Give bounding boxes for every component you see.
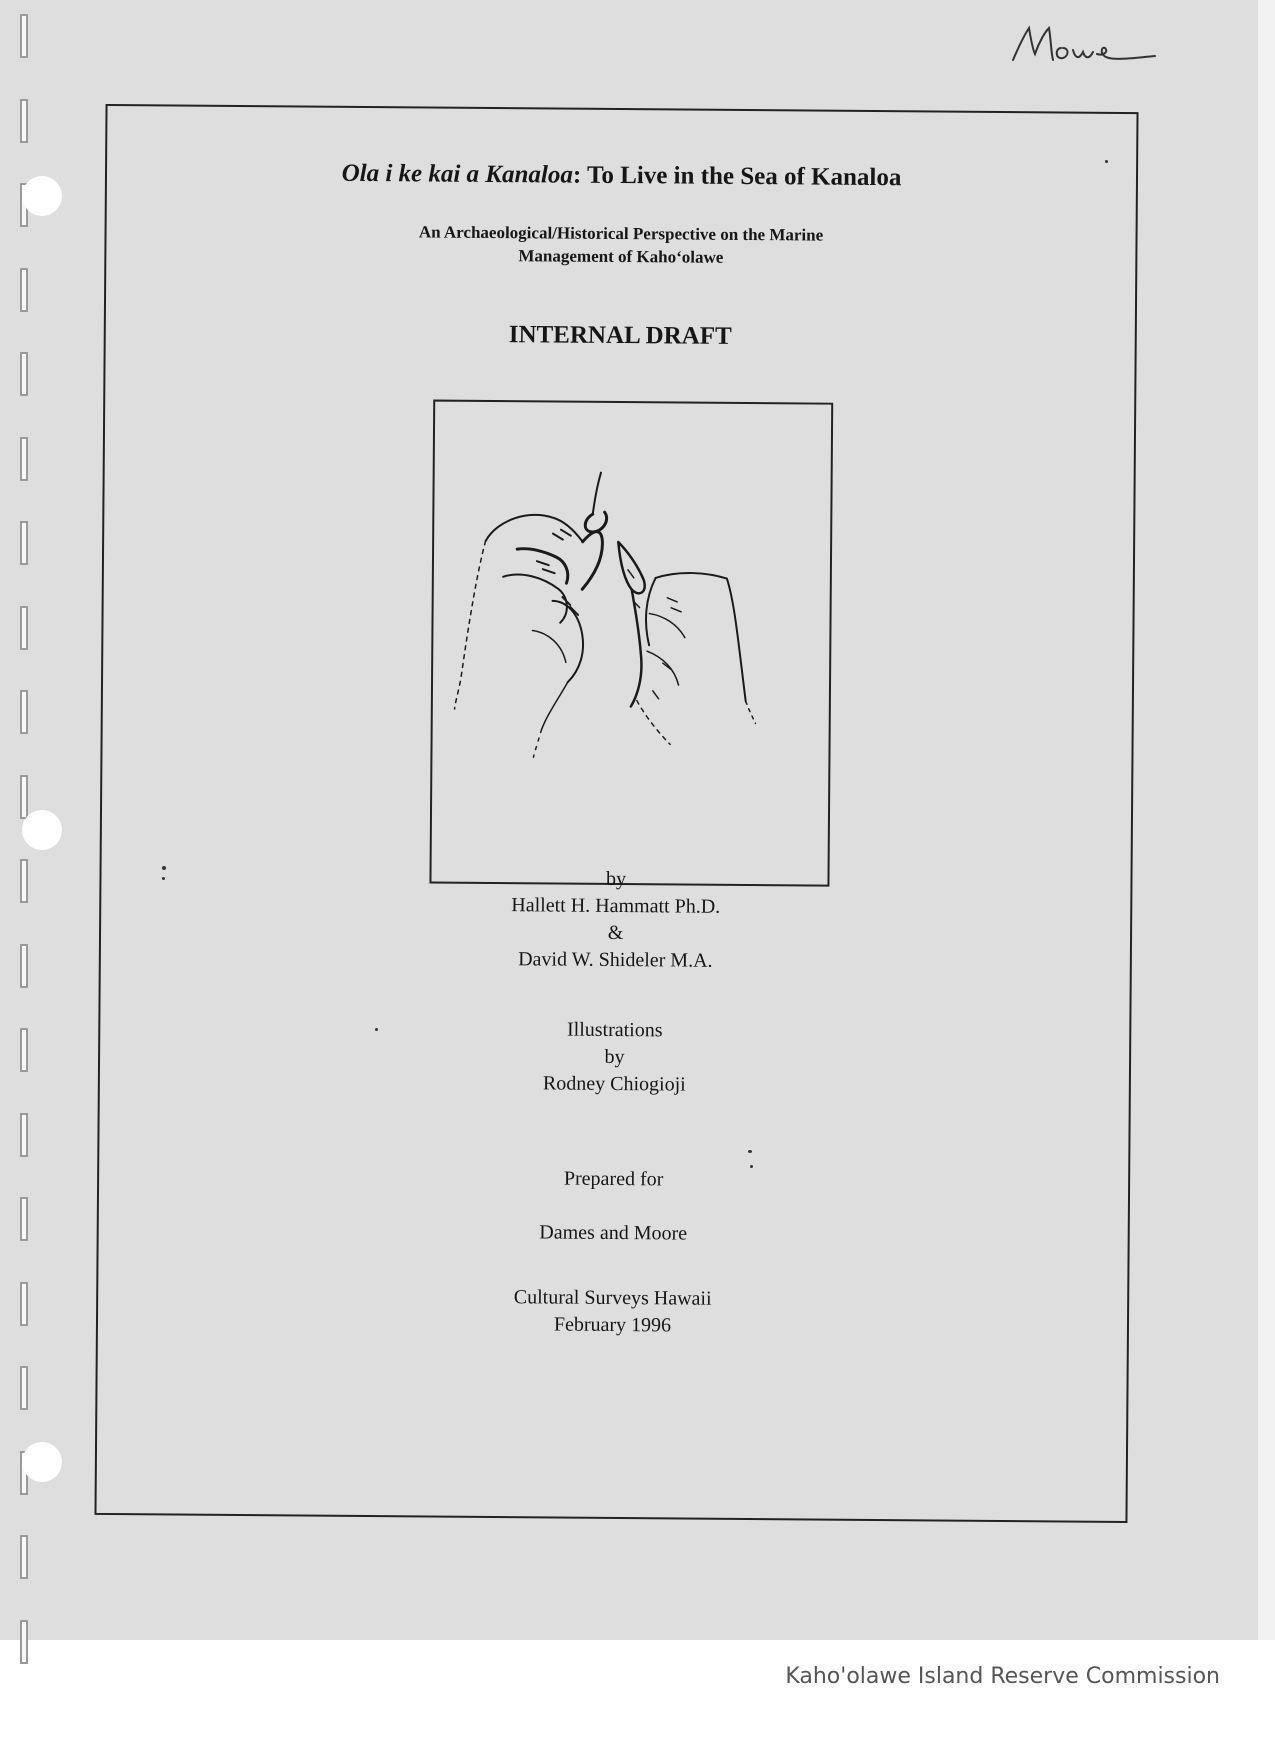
binder-slot [20, 1113, 28, 1157]
binder-slot [20, 1028, 28, 1072]
binder-slot [20, 1197, 28, 1241]
illustrator-name: Rodney Chiogioji [542, 1072, 686, 1096]
ampersand: & [607, 921, 624, 945]
scan-speck [375, 1028, 378, 1031]
scan-speck [162, 877, 165, 880]
archive-credit: Kaho'olawe Island Reserve Commission [785, 1664, 1220, 1689]
binder-slot [20, 1535, 28, 1579]
prepared-for-label: Prepared for [563, 1167, 664, 1191]
binder-slot [20, 14, 28, 58]
illustrator-block [100, 1013, 1130, 1102]
binder-slot [20, 437, 28, 481]
binder-slot [20, 352, 28, 396]
publication-date: February 1996 [553, 1313, 672, 1337]
document-title [107, 158, 1136, 194]
title-hawaiian: Ola i ke kai a Kanaloa [341, 159, 573, 189]
binder-slot [20, 1620, 28, 1664]
publisher-name: Cultural Surveys Hawaii [513, 1286, 712, 1310]
title-english: : To Live in the Sea of Kanaloa [572, 161, 902, 192]
binder-slot [20, 775, 28, 819]
handwritten-note [1005, 10, 1175, 80]
hands-tying-fishhook-line-icon [431, 402, 831, 885]
illustrations-label: Illustrations [566, 1018, 663, 1042]
binder-slot [20, 99, 28, 143]
author-name: Hallett H. Hammatt Ph.D. [511, 894, 721, 918]
binder-slot [20, 268, 28, 312]
binder-slot [20, 944, 28, 988]
binder-slot [20, 521, 28, 565]
ring-hole [22, 176, 62, 216]
client-name: Dames and Moore [539, 1221, 688, 1245]
scan-speck [162, 866, 166, 870]
draft-label: INTERNAL DRAFT [508, 321, 732, 350]
document-subtitle [106, 218, 1135, 272]
binder-slot [20, 606, 28, 650]
subtitle-line: An Archaeological/Historical Perspective on the Marine [418, 222, 824, 245]
publisher-block [98, 1281, 1127, 1343]
page-edge [1258, 0, 1275, 1640]
binder-slot [20, 1282, 28, 1326]
scan-speck [750, 1165, 753, 1168]
binder-slot [20, 690, 28, 734]
subtitle-line: Management of Kaho‘olawe [518, 246, 724, 267]
binder-slot [20, 1366, 28, 1410]
cover-illustration [429, 400, 833, 887]
by-label: by [605, 867, 627, 891]
by-label: by [604, 1045, 625, 1069]
ring-hole [22, 810, 62, 850]
authors-block [101, 862, 1131, 978]
title-page-frame [94, 104, 1138, 1523]
ring-hole [22, 1442, 62, 1482]
scan-speck [748, 1150, 752, 1153]
binder-slot [20, 859, 28, 903]
binder-holes [14, 14, 34, 1604]
author-name: David W. Shideler M.A. [518, 948, 713, 972]
scan-speck [1105, 160, 1108, 163]
